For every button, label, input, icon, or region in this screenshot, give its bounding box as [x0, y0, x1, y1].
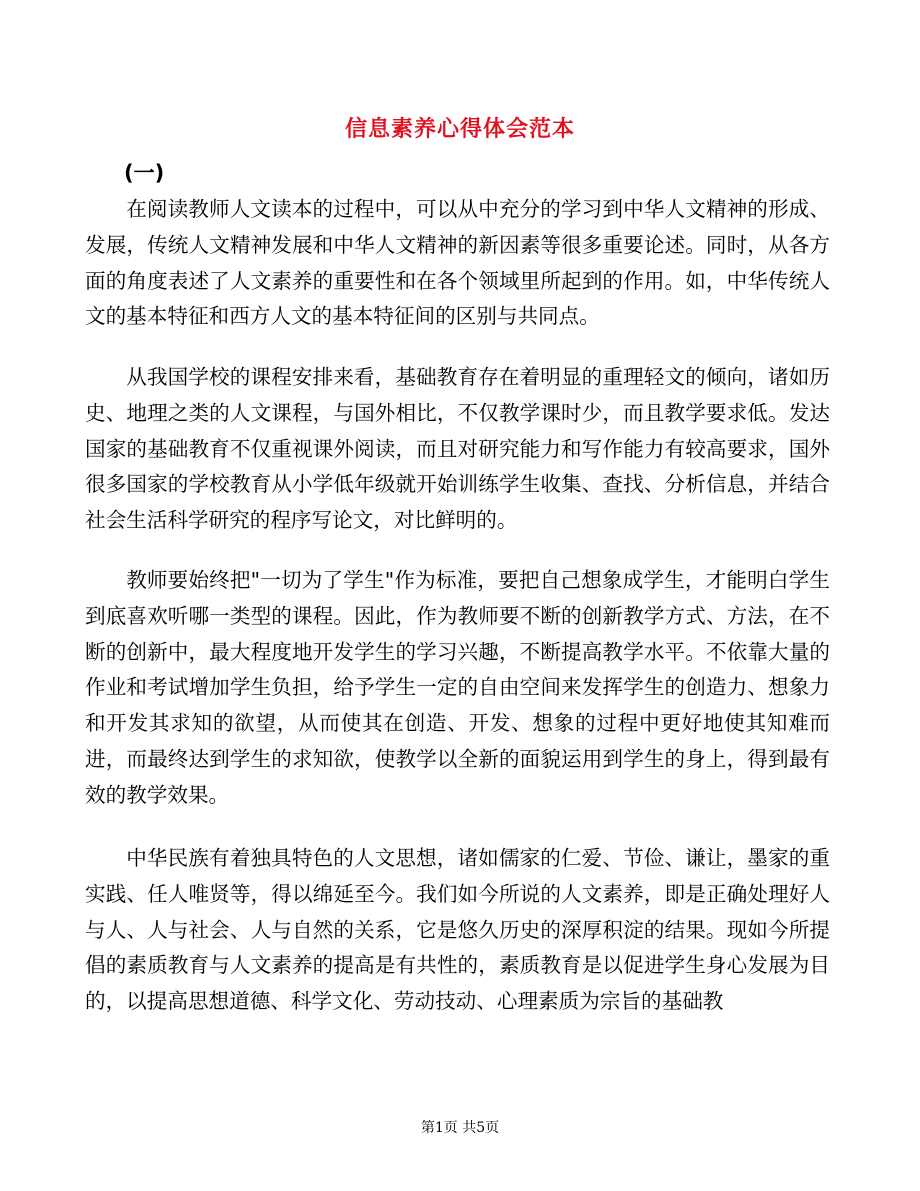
- paragraph: 从我国学校的课程安排来看，基础教育存在着明显的重理轻文的倾向，诸如历史、地理之类的人文课程，与国外相比，不仅教学课时少，而且教学要求低。发达国家的基础教育不仅重视课外阅读，而且对研究能力和写作能力有较高要求，国外很多国家的学校教育从小学低年级就开始训练学生收集、查找、分析信息，并结合社会生活科学研究的程序写论文，对比鲜明的。: [85, 365, 830, 533]
- paragraph: 中华民族有着独具特色的人文思想，诸如儒家的仁爱、节俭、谦让，墨家的重实践、任人唯贤等，得以绵延至今。我们如今所说的人文素养，即是正确处理好人与人、人与社会、人与自然的关系，它是悠久历史的深厚积淀的结果。现如今所提倡的素质教育与人文素养的提高是有共性的，素质教育是以促进学生身心发展为目的，以提高思想道德、科学文化、劳动技动、心理素质为宗旨的基础教: [85, 846, 830, 1014]
- page-number-footer: 第1页 共5页: [420, 1120, 500, 1136]
- paragraph: 在阅读教师人文读本的过程中，可以从中充分的学习到中华人文精神的形成、发展，传统人文精神发展和中华人文精神的新因素等很多重要论述。同时，从各方面的角度表述了人文素养的重要性和在各个领域里所起到的作用。如，中华传统人文的基本特征和西方人文的基本特征间的区别与共同点。: [85, 197, 830, 329]
- paragraph: 教师要始终把"一切为了学生"作为标准，要把自己想象成学生，才能明白学生到底喜欢听哪一类型的课程。因此，作为教师要不断的创新教学方式、方法，在不断的创新中，最大程度地开发学生的学习兴趣，不断提高教学水平。不依靠大量的作业和考试增加学生负担，给予学生一定的自由空间来发挥学生的创造力、想象力和开发其求知的欲望，从而使其在创造、开发、想象的过程中更好地使其知难而进，而最终达到学生的求知欲，使教学以全新的面貌运用到学生的身上，得到最有效的教学效果。: [85, 568, 830, 807]
- section-heading: (一): [124, 161, 165, 185]
- document-title: 信息素养心得体会范本: [344, 117, 575, 142]
